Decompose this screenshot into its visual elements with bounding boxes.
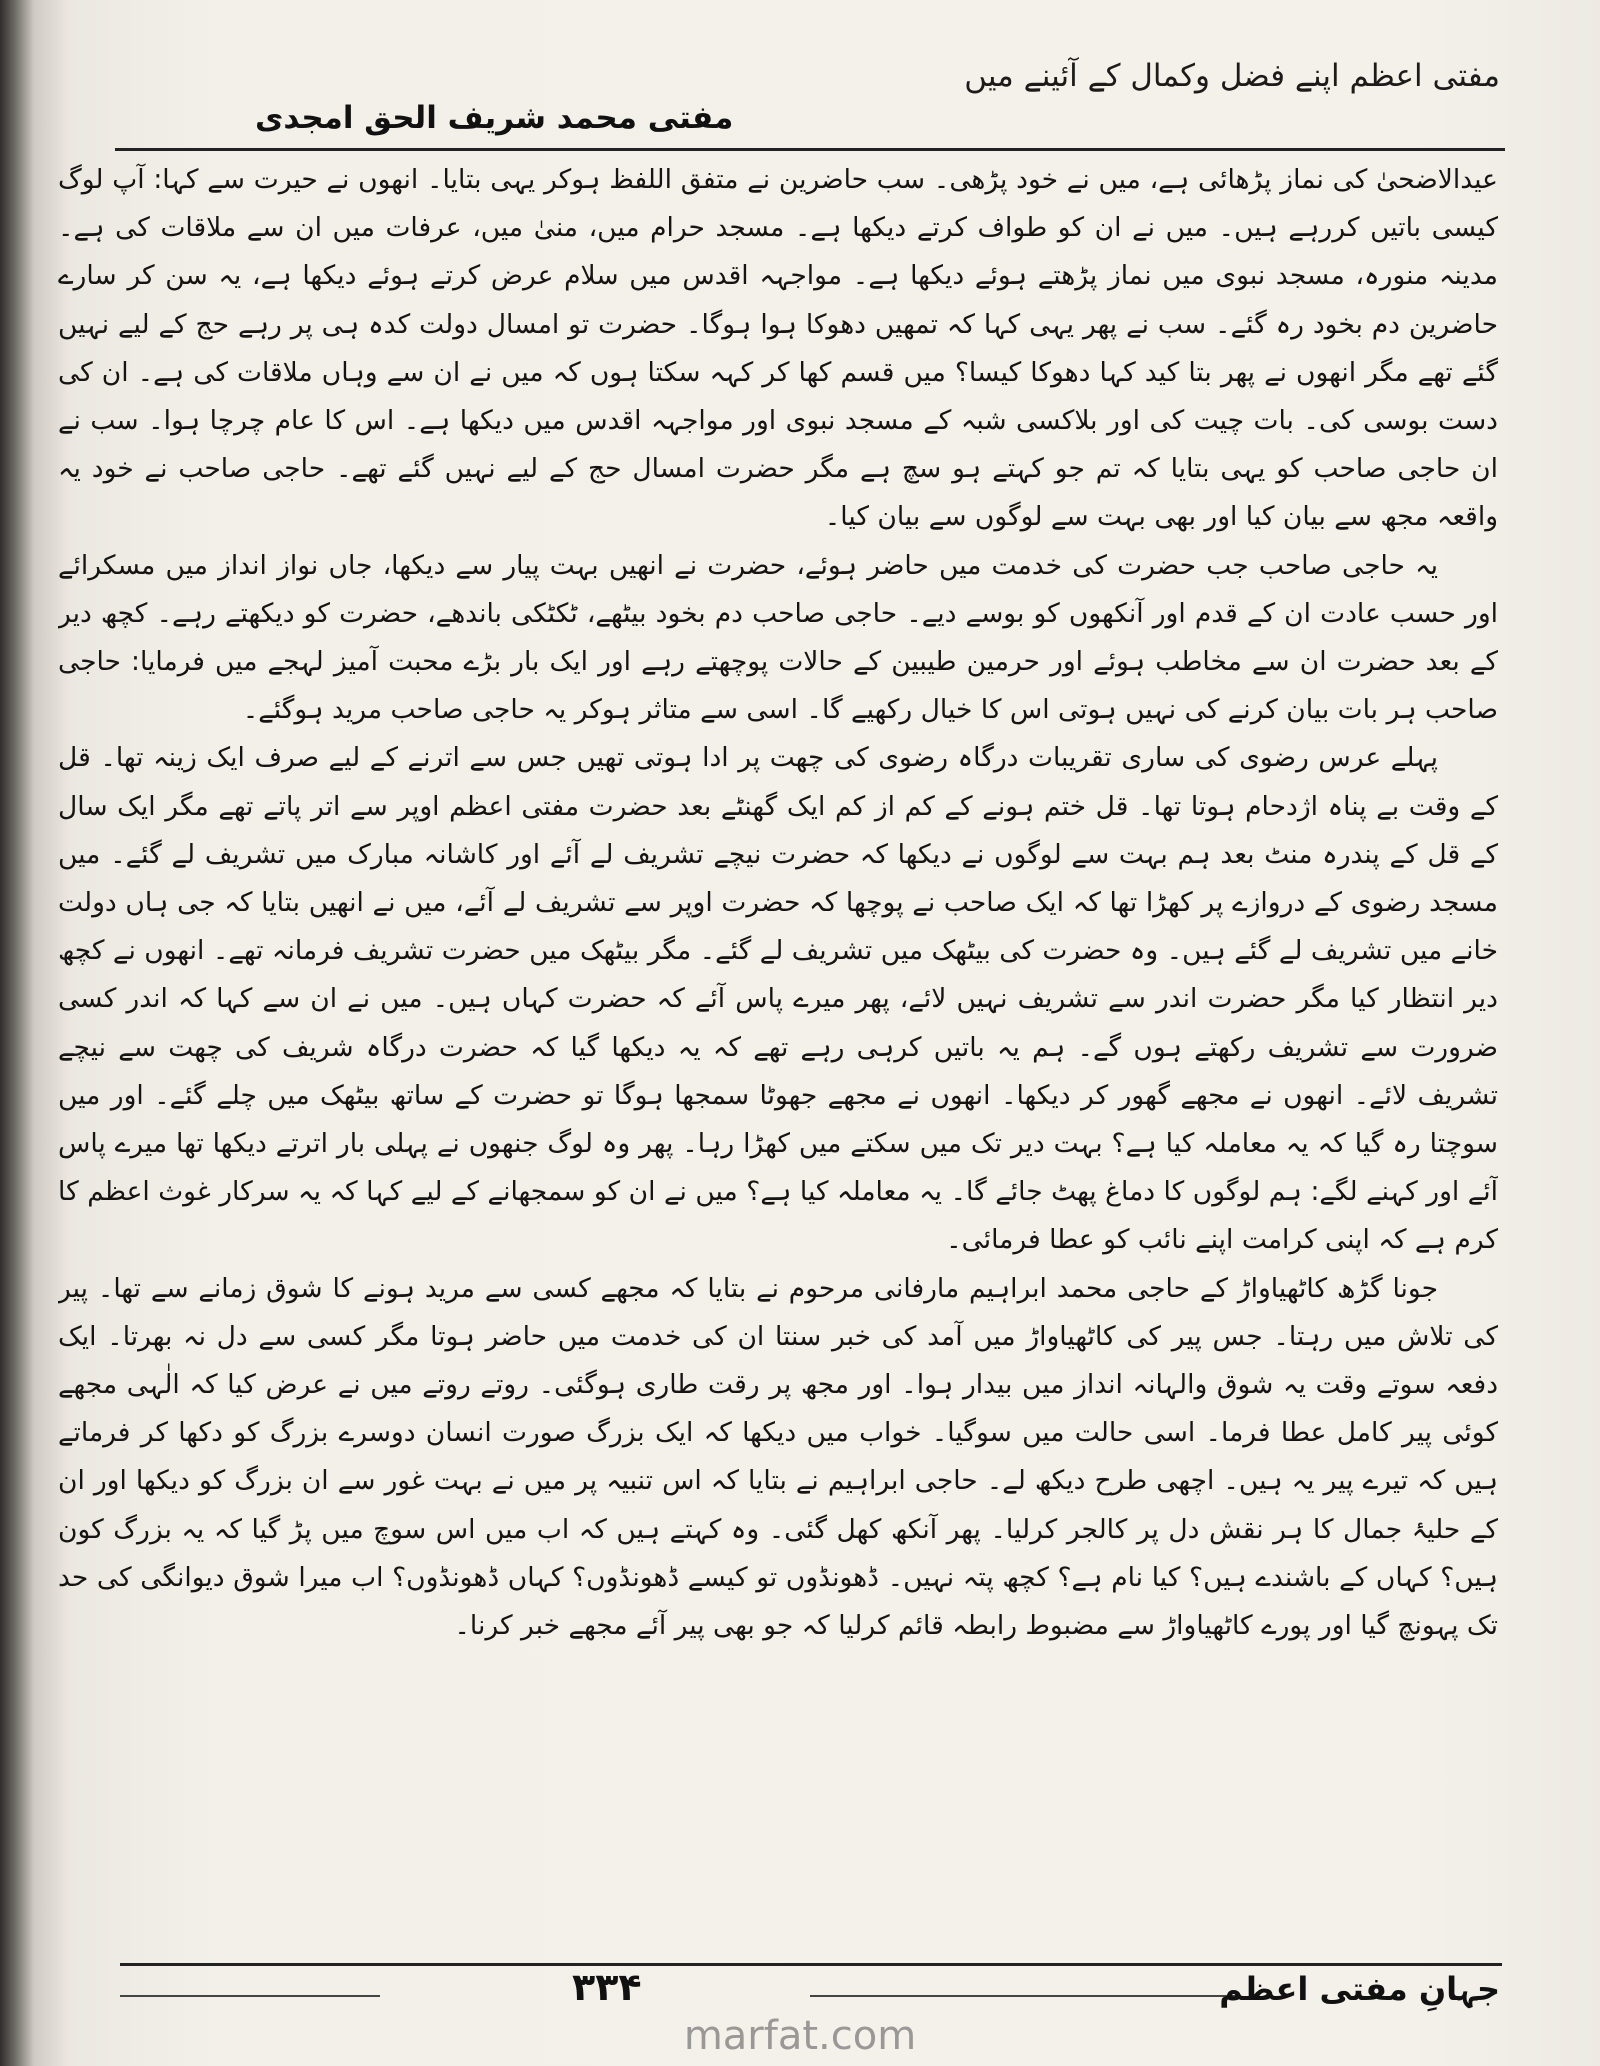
footer-book-title: جہانِ مفتی اعظم [1219,1970,1500,2008]
paragraph-2: یہ حاجی صاحب جب حضرت کی خدمت میں حاضر ہوئے، حضرت نے انھیں بہت پیار سے دیکھا، جاں نواز انداز میں مسکرائے اور حسب عادت ان کے قدم اور آنکھوں کو بوسے دیے۔ حاجی صاحب دم بخود بیٹھے، ٹکٹکی باندھے، حضرت کو دیکھتے رہے۔ کچھ دیر کے بعد حضرت ان سے مخاطب ہوئے اور حرمین طیبین کے حالات پوچھتے رہے اور ایک بار بڑے محبت آمیز لہجے میں فرمایا: حاجی صاحب ہر بات بیان کرنے کی نہیں ہوتی اس کا خیال رکھیے گا۔ اسی سے متاثر ہوکر یہ حاجی صاحب مرید ہوگئے۔ [58,549,1498,726]
paragraph-1: عیدالاضحیٰ کی نماز پڑھائی ہے، میں نے خود پڑھی۔ سب حاضرین نے متفق اللفظ ہوکر یہی بتایا۔ انھوں نے حیرت سے کہا: آپ لوگ کیسی باتیں کررہے ہیں۔ میں نے ان کو طواف کرتے دیکھا ہے۔ مسجد حرام میں، منیٰ میں، عرفات میں ان سے ملاقات کی ہے۔ مدینہ منورہ، مسجد نبوی میں نماز پڑھتے ہوئے دیکھا ہے۔ مواجہہ اقدس میں سلام عرض کرتے ہوئے دیکھا ہے، یہ سن کر سارے حاضرین دم بخود رہ گئے۔ سب نے پھر یہی کہا کہ تمھیں دھوکا ہوا ہوگا۔ حضرت تو امسال دولت کدہ ہی پر رہے حج کے لیے نہیں گئے تھے مگر انھوں نے پھر بتا کید کہا دھوکا کیسا؟ میں قسم کھا کر کہہ سکتا ہوں کہ میں نے ان سے وہاں ملاقات کی ہے۔ ان کی دست بوسی کی۔ بات چیت کی اور بلاکسی شبہ کے مسجد نبوی اور مواجہہ اقدس میں دیکھا ہے۔ اس کا عام چرچا ہوا۔ سب نے ان حاجی صاحب کو یہی بتایا کہ تم جو کہتے ہو سچ ہے مگر حضرت امسال حج کے لیے نہیں گئے تھے۔ حاجی صاحب نے خود یہ واقعہ مجھ سے بیان کیا اور بھی بہت سے لوگوں سے بیان کیا۔ [58,164,1498,533]
paragraph-3: پہلے عرس رضوی کی ساری تقریبات درگاہ رضوی کی چھت پر ادا ہوتی تھیں جس سے اترنے کے لیے صرف ایک زینہ تھا۔ قل کے وقت بے پناہ اژدحام ہوتا تھا۔ قل ختم ہونے کے کم از کم ایک گھنٹے بعد حضرت مفتی اعظم اوپر سے اتر پاتے تھے مگر ایک سال کے قل کے پندرہ منٹ بعد ہم بہت سے لوگوں نے دیکھا کہ حضرت نیچے تشریف لے آئے اور کاشانہ مبارک میں تشریف لے گئے۔ میں مسجد رضوی کے دروازے پر کھڑا تھا کہ ایک صاحب نے پوچھا کہ حضرت اوپر سے تشریف لے آئے، میں نے انھیں بتایا کہ جی ہاں دولت خانے میں تشریف لے گئے ہیں۔ وہ حضرت کی بیٹھک میں تشریف لے گئے۔ مگر بیٹھک میں حضرت تشریف فرمانہ تھے۔ انھوں نے کچھ دیر انتظار کیا مگر حضرت اندر سے تشریف نہیں لائے، پھر میرے پاس آئے کہ حضرت کہاں ہیں۔ میں نے ان سے کہا کہ اندر کسی ضرورت سے تشریف رکھتے ہوں گے۔ ہم یہ باتیں کرہی رہے تھے کہ یہ دیکھا گیا کہ حضرت درگاہ شریف کی چھت سے نیچے تشریف لائے۔ انھوں نے مجھے گھور کر دیکھا۔ انھوں نے مجھے جھوٹا سمجھا ہوگا تو حضرت کے ساتھ بیٹھک میں چلے گئے۔ اور میں سوچتا رہ گیا کہ یہ معاملہ کیا ہے؟ بہت دیر تک میں سکتے میں کھڑا رہا۔ پھر وہ لوگ جنھوں نے پہلی بار اترتے دیکھا تھا میرے پاس آئے اور کہنے لگے: ہم لوگوں کا دماغ پھٹ جائے گا۔ یہ معاملہ کیا ہے؟ میں نے ان کو سمجھانے کے لیے کہا کہ یہ سرکار غوث اعظم کا کرم ہے کہ اپنی کرامت اپنے نائب کو عطا فرمائی۔ [58,742,1498,1256]
footer-right-line [810,1995,1240,1997]
running-header-title: مفتی اعظم اپنے فضل وکمال کے آئینے میں [964,58,1500,94]
footer-left-line [120,1995,380,1997]
footer-divider [120,1963,1502,1966]
paragraph-4: جونا گڑھ کاٹھیاواڑ کے حاجی محمد ابراہیم مارفانی مرحوم نے بتایا کہ مجھے کسی سے مرید ہونے کا شوق زمانے سے تھا۔ پیر کی تلاش میں رہتا۔ جس پیر کی کاٹھیاواڑ میں آمد کی خبر سنتا ان کی خدمت میں حاضر ہوتا مگر کسی سے دل نہ بھرتا۔ ایک دفعہ سوتے وقت یہ شوق والہانہ انداز میں بیدار ہوا۔ اور مجھ پر رقت طاری ہوگئی۔ روتے روتے میں نے عرض کیا کہ الٰہی مجھے کوئی پیر کامل عطا فرما۔ اسی حالت میں سوگیا۔ خواب میں دیکھا کہ ایک بزرگ صورت انسان دوسرے بزرگ کو دکھا کر فرماتے ہیں کہ تیرے پیر یہ ہیں۔ اچھی طرح دیکھ لے۔ حاجی ابراہیم نے بتایا کہ اس تنبیہ پر میں نے بہت غور سے ان بزرگ کو دیکھا اور ان کے حلیۂ جمال کا ہر نقش دل پر کالجر کرلیا۔ پھر آنکھ کھل گئی۔ وہ کہتے ہیں کہ اب میں اس سوچ میں پڑ گیا کہ یہ بزرگ کون ہیں؟ کہاں کے باشندے ہیں؟ کیا نام ہے؟ کچھ پتہ نہیں۔ ڈھونڈوں تو کیسے ڈھونڈوں؟ کہاں ڈھونڈوں؟ اب میرا شوق دیوانگی کی حد تک پہونچ گیا اور پورے کاٹھیاواڑ سے مضبوط رابطہ قائم کرلیا کہ جو بھی پیر آئے مجھے خبر کرنا۔ [58,1272,1498,1642]
watermark: marfat.com [683,2013,917,2059]
header-divider [115,148,1505,151]
page-number: ۳۳۴ [572,1965,642,2009]
running-header-author: مفتی محمد شریف الحق امجدی [255,100,734,136]
body-text [58,156,1498,1916]
